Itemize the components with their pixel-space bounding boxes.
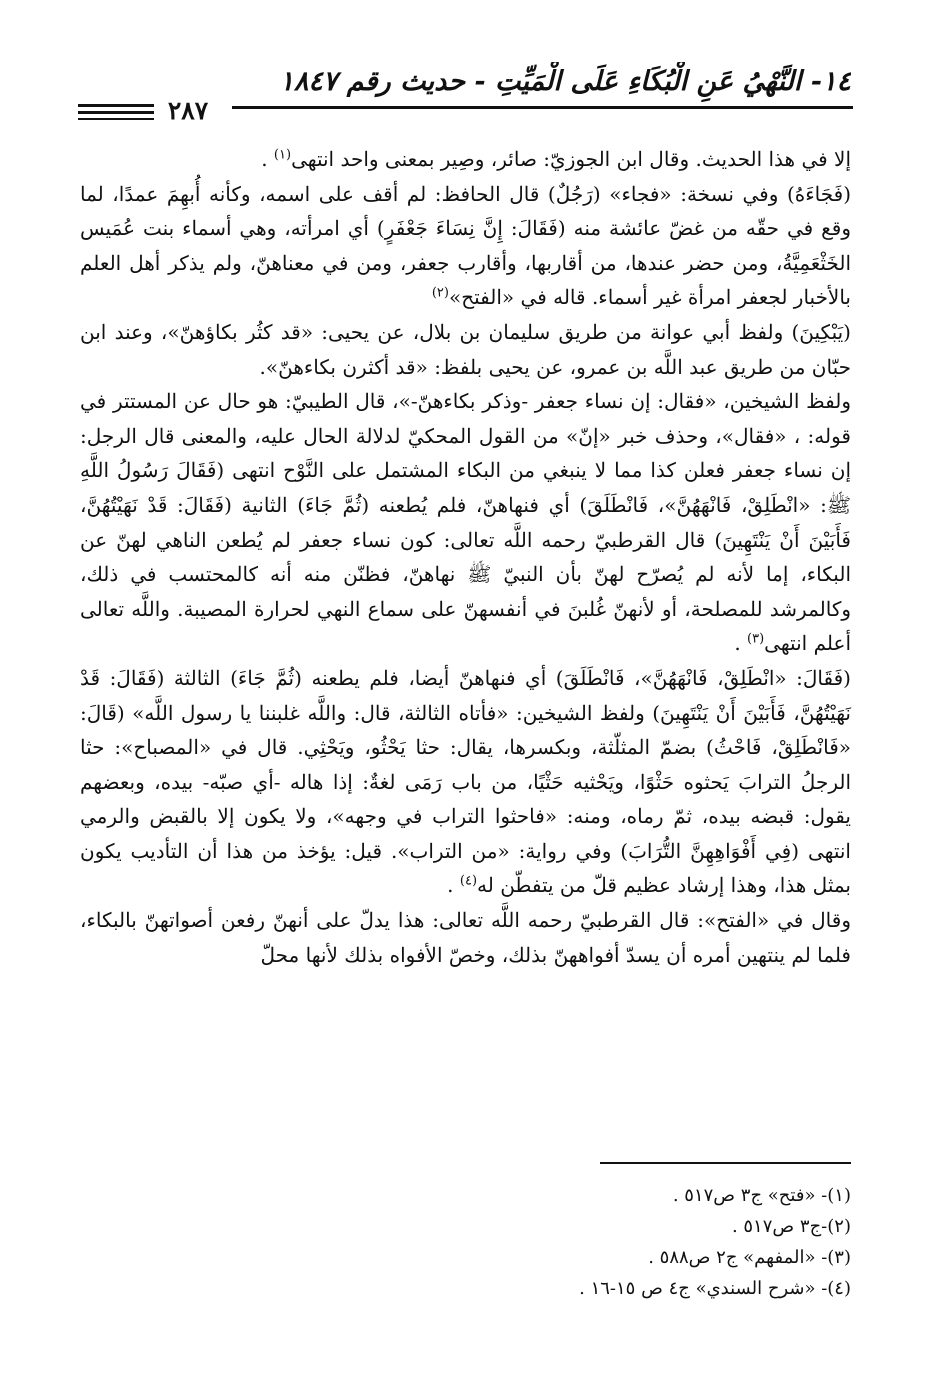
main-text [80, 142, 851, 972]
header-rule [232, 106, 853, 109]
paragraph-6: وقال في «الفتح»: قال القرطبيّ رحمه اللَّه تعالى: هذا يدلّ على أنهنّ رفعن أصواتهنّ بالبكاء، فلما لم ينتهين أمره أن يسدّ أفواههنّ بذلك، وخصّ الأفواه بذلك لأنها محلّ [80, 908, 851, 967]
footnote-3: (٣)- «المفهم» ج٢ ص٥٨٨ . [648, 1247, 851, 1268]
paragraph-1: إلا في هذا الحديث. وقال ابن الجوزيّ: صائر، وصِير بمعنى واحد انتهى$^{(١)}$ . [261, 147, 851, 171]
paragraph-text: ولفظ الشيخين، «فقال: إن نساء جعفر -وذكر بكاءهنّ-»، قال الطيبيّ: هو حال عن المستتر في قوله: ، «فقال»، وحذف خبر «إنّ» من القول المحكيّ لدلالة الحال عليه، والمعنى قال الرجل: إن نساء جعفر فعلن كذا مما لا ينبغي من البكاء المشتمل على النَّوْح انتهى (فَقَالَ رَسُولُ اللَّهِ ﷺ: «انْطَلِقْ، فَانْهَهُنَّ»، فَانْطَلَقَ) أي فنهاهنّ، فلم يُطعنه (ثُمَّ جَاءَ) الثانية (فَقَالَ: قَدْ نَهَيْتُهُنَّ، فَأَبَيْنَ أَنْ يَنْتَهِينَ) قال القرطبيّ رحمه اللَّه تعالى: كون نساء جعفر لم يُطعن الناهي لهنّ عن البكاء، إما لأنه لم يُصرّح لهنّ بأن النبيّ ﷺ نهاهنّ، فظنّن منه أنه كالمحتسب في ذلك، وكالمرشد للمصلحة، أو لأنهنّ غُلبنَ في أنفسهنّ على سماع النهي لحرارة المصيبة. واللَّه تعالى أعلم انتهى [80, 389, 851, 656]
paragraph-2 [80, 177, 851, 315]
paragraph-text: (فَقَالَ: «انْطَلِقْ، فَانْهَهُنَّ»، فَانْطَلَقَ) أي فنهاهنّ أيضا، فلم يطعنه (ثُمَّ جَاءَ) الثالثة (فَقَالَ: قَدْ نَهَيْتُهُنَّ، فَأَبَيْنَ أَنْ يَنْتَهِينَ) ولفظ الشيخين: «فأتاه الثالثة، قال: واللَّه غلبننا يا رسول اللَّه» (قَالَ: «فَانْطَلِقْ، فَاحْثُ) بضمّ المثلّثة، وبكسرها، يقال: حثا يَحْثُو، ويَحْثِي. قال في «المصباح»: حثا الرجلُ الترابَ يَحثوه حَثْوًا، ويَحْثيه حَثْيًا، من باب رَمَى لغةٌ: إذا هاله -أي صبّه- بيده، وبعضهم يقول: قبضه بيده، ثمّ رماه، ومنه: «فاحثوا التراب في وجهه»، ولا يكون إلا بالقبض والرمي انتهى (فِي أَفْوَاهِهِنَّ التُّرَابَ) وفي رواية: «من التراب». قيل: يؤخذ من هذا أن التأديب يكون بمثل هذا، وهذا إرشاد عظيم قلّ من يتفطّن له [80, 665, 851, 898]
running-header-title: ١٤- النَّهْيُ عَنِ الْبُكَاءِ عَلَى الْمَيِّتِ - حديث رقم ١٨٤٧ [279, 66, 851, 97]
footnote-4: (٤)- «شرح السندي» ج٤ ص ١٥-١٦ . [579, 1278, 851, 1299]
header-rule-left-2 [78, 111, 154, 114]
footnote-ref-2: (٢) [431, 285, 449, 301]
page-number: ٢٨٧ [167, 96, 209, 125]
header-rule-left-3 [78, 118, 154, 120]
paragraph-text: إلا في هذا الحديث. وقال ابن الجوزيّ: صائر، وصِير بمعنى واحد انتهى [291, 147, 851, 171]
footnote-2: (٢)-ج٣ ص٥١٧ . [731, 1216, 851, 1237]
footnotes [300, 1180, 851, 1304]
paragraph-5: (فَقَالَ: «انْطَلِقْ، فَانْهَهُنَّ»، فَانْطَلَقَ) أي فنهاهنّ أيضا، فلم يطعنه (ثُمَّ جَاءَ) الثالثة (فَقَالَ: قَدْ نَهَيْتُهُنَّ، فَأَبَيْنَ أَنْ يَنْتَهِينَ) ولفظ الشيخين: «فأتاه الثالثة، قال: واللَّه غلبننا يا رسول اللَّه» (قَالَ: «فَانْطَلِقْ، فَاحْثُ) بضمّ المثلّثة، وبكسرها، يقال: حثا يَحْثُو، ويَحْثِي. قال في «المصباح»: حثا الرجلُ الترابَ يَحثوه حَثْوًا، ويَحْثيه حَثْيًا، من باب رَمَى لغةٌ: إذا هاله -أي صبّه- بيده، وبعضهم يقول: قبضه بيده، ثمّ رماه، ومنه: «فاحثوا التراب في وجهه»، ولا يكون إلا بالقبض والرمي انتهى (فِي أَفْوَاهِهِنَّ التُّرَابَ) وفي رواية: «من التراب». قيل: يؤخذ من هذا أن التأديب يكون بمثل هذا، وهذا إرشاد عظيم قلّ من يتفطّن له$^{(٤)}$ . [80, 665, 851, 898]
paragraph-4: ولفظ الشيخين، «فقال: إن نساء جعفر -وذكر بكاءهنّ-»، قال الطيبيّ: هو حال عن المستتر في قوله: ، «فقال»، وحذف خبر «إنّ» من القول المحكيّ لدلالة الحال عليه، والمعنى قال الرجل: إن نساء جعفر فعلن كذا مما لا ينبغي من البكاء المشتمل على النَّوْح انتهى (فَقَالَ رَسُولُ اللَّهِ ﷺ: «انْطَلِقْ، فَانْهَهُنَّ»، فَانْطَلَقَ) أي فنهاهنّ، فلم يُطعنه (ثُمَّ جَاءَ) الثانية (فَقَالَ: قَدْ نَهَيْتُهُنَّ، فَأَبَيْنَ أَنْ يَنْتَهِينَ) قال القرطبيّ رحمه اللَّه تعالى: كون نساء جعفر لم يُطعن الناهي لهنّ عن البكاء، إما لأنه لم يُصرّح لهنّ بأن النبيّ ﷺ نهاهنّ، فظنّن منه أنه كالمحتسب في ذلك، وكالمرشد للمصلحة، أو لأنهنّ غُلبنَ في أنفسهنّ على سماع النهي لحرارة المصيبة. واللَّه تعالى أعلم انتهى$^{(٣)}$ . [80, 389, 851, 656]
footnote-ref-3: (٣) [747, 631, 765, 647]
header-rule-left-1 [78, 104, 154, 107]
paragraph-3: (يَبْكِينَ) ولفظ أبي عوانة من طريق سليمان بن بلال، عن يحيى: «قد كثُر بكاؤهنّ»، وعند ابن حبّان من طريق عبد اللَّه بن عمرو، عن يحيى بلفظ: «قد أكثرن بكاءهنّ». [80, 319, 851, 379]
footnote-1: (١)- «فتح» ج٣ ص٥١٧ . [672, 1185, 851, 1206]
paragraph-text: (فَجَاءَهُ) وفي نسخة: «فجاء» (رَجُلٌ) قال الحافظ: لم أقف على اسمه، وكأنه أُبهِمَ عمدًا، لما وقع في حقّه من غضّ عائشة منه (فَقَالَ: إِنَّ نِسَاءَ جَعْفَرٍ) أي امرأته، وهي أسماء بنت عُمَيس الخَثْعَمِيَّةُ، ومن حضر عندها، من أقاربها، وأقارب جعفر، ومن في معناهنّ، ولم يذكر أهل العلم بالأخبار لجعفر امرأة غير أسماء. قاله في «الفتح» [80, 181, 851, 310]
footnote-separator [600, 1162, 851, 1164]
footnote-ref-1: (١) [273, 147, 292, 163]
footnote-ref-4: (٤) [459, 873, 478, 889]
